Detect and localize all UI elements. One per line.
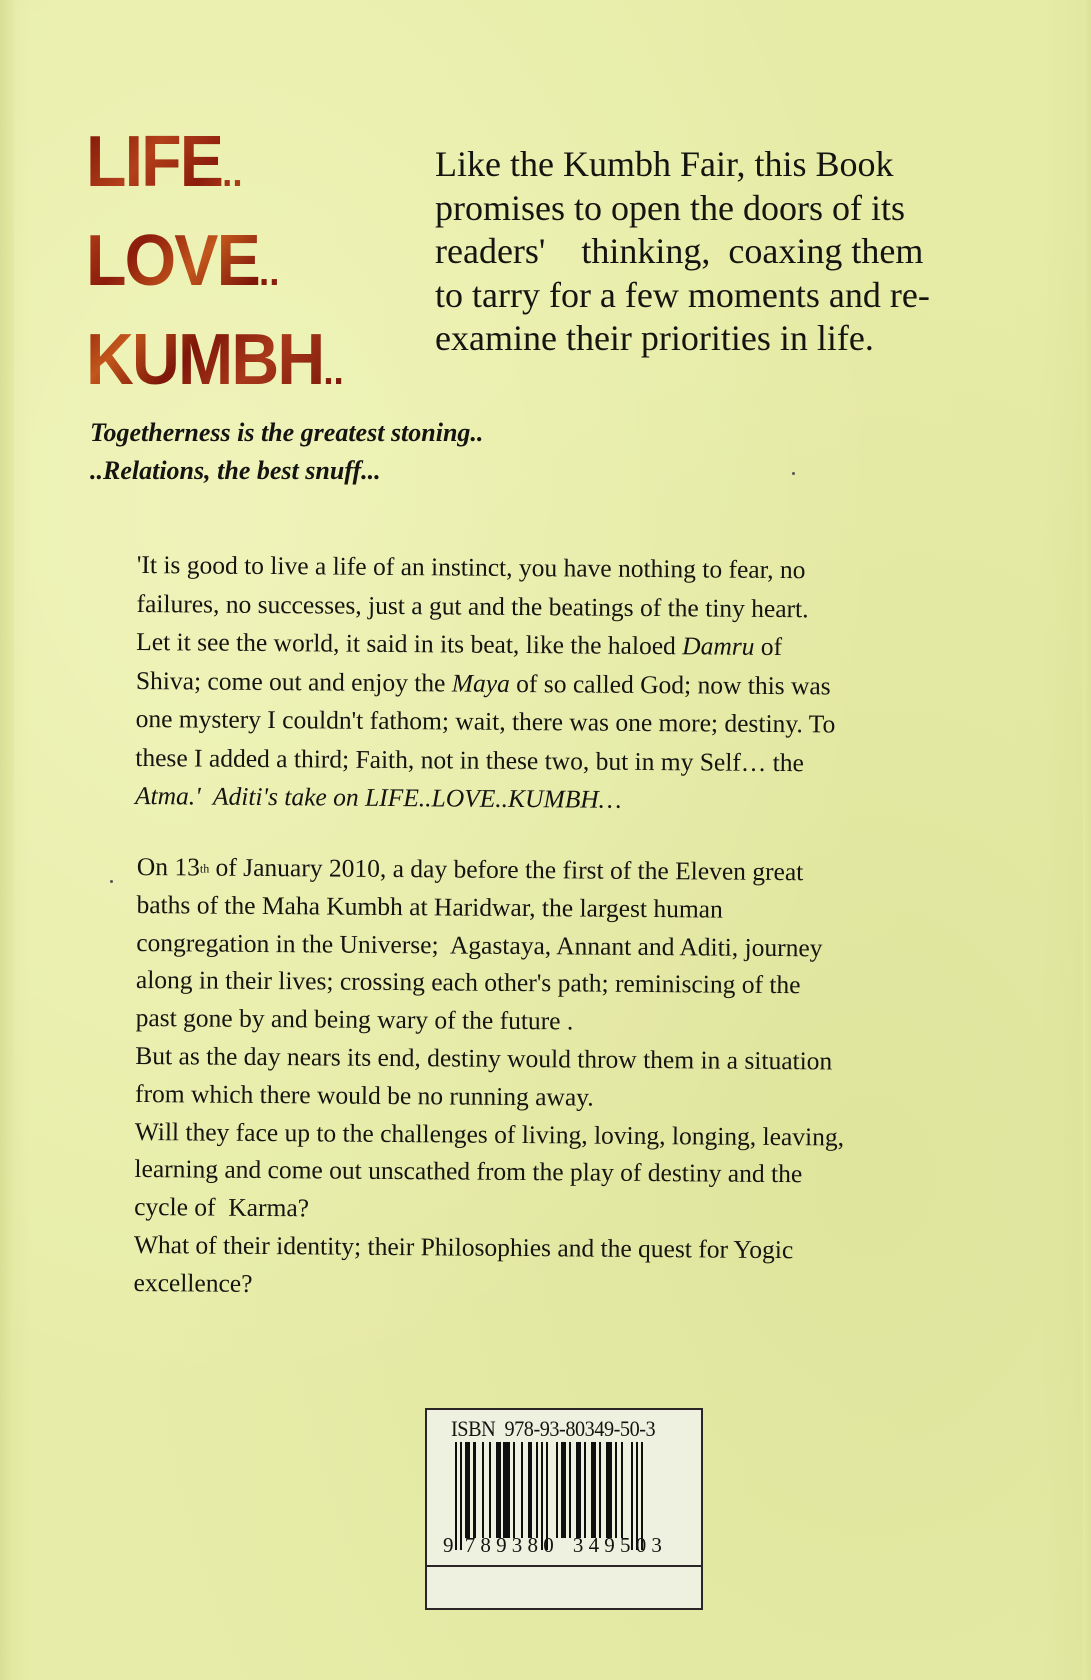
quote-line: Atma.' Aditi's take on LIFE..LOVE..KUMBH… — [134, 780, 622, 814]
isbn-barcode-box — [425, 1408, 703, 1610]
blurb-line: promises to open the doors of its — [435, 187, 905, 228]
paper-speck — [110, 880, 113, 883]
synopsis-line: Will they face up to the challenges of living, loving, longing, leaving, — [134, 1116, 845, 1152]
barcode-icon — [455, 1442, 671, 1538]
spine-edge — [0, 0, 14, 1680]
cover-blurb — [435, 143, 995, 361]
book-title — [86, 118, 344, 415]
emphasis-damru: Damru — [682, 631, 755, 661]
synopsis-line: excellence? — [133, 1267, 253, 1298]
title-line-love: LOVE.. — [86, 221, 280, 301]
title-line-kumbh: KUMBH.. — [86, 320, 344, 400]
tagline — [90, 414, 483, 490]
barcode-box-divider — [427, 1565, 701, 1567]
synopsis-line: baths of the Maha Kumbh at Haridwar, the largest human — [136, 889, 723, 924]
synopsis-line: along in their lives; crossing each other's path; reminiscing of the — [135, 965, 801, 1000]
synopsis-line: On 13th of January 2010, a day before the first of the Eleven great — [136, 851, 804, 887]
quote-line: Let it see the world, it said in its beat, like the haloed Damru of — [136, 626, 783, 662]
blurb-line: Like the Kumbh Fair, this Book — [435, 144, 894, 184]
emphasis-maya: Maya — [451, 667, 510, 698]
cover-edge — [1083, 0, 1091, 1680]
tagline-line: ..Relations, the best snuff... — [90, 456, 381, 485]
synopsis-paragraph — [133, 848, 846, 1307]
quote-line: these I added a third; Faith, not in these two, but in my Self… the — [135, 742, 804, 777]
blurb-line: readers' thinking, coaxing them — [435, 231, 924, 271]
quote-line: failures, no successes, just a gut and the beatings of the tiny heart. — [136, 588, 809, 623]
quote-line: 'It is good to live a life of an instinct, you have nothing to fear, no — [136, 549, 806, 585]
quote-line: one mystery I couldn't fathom; wait, there was one more; destiny. To — [135, 703, 836, 739]
quote-line: Shiva; come out and enjoy the Maya of so called God; now this was — [135, 665, 831, 700]
title-line-life: LIFE.. — [86, 122, 243, 202]
paper-speck — [792, 472, 795, 475]
isbn-label: ISBN 978-93-80349-50-3 — [451, 1416, 656, 1441]
synopsis-line: from which there would be no running away. — [134, 1078, 594, 1112]
synopsis-line: What of their identity; their Philosophies and the quest for Yogic — [133, 1229, 794, 1265]
synopsis-line: past gone by and being wary of the future . — [135, 1003, 574, 1036]
quote-paragraph — [135, 546, 837, 821]
synopsis-line: learning and come out unscathed from the play of destiny and the — [134, 1154, 803, 1189]
blurb-line: examine their priorities in life. — [435, 318, 874, 358]
synopsis-line: But as the day nears its end, destiny would throw them in a situation — [135, 1040, 833, 1076]
tagline-line: Togetherness is the greatest stoning.. — [90, 418, 484, 447]
barcode-digits: 9 789380 349503 — [443, 1533, 668, 1557]
synopsis-line: congregation in the Universe; Agastaya, Annant and Aditi, journey — [136, 927, 823, 962]
blurb-line: to tarry for a few moments and re- — [435, 274, 930, 315]
synopsis-line: cycle of Karma? — [134, 1192, 310, 1223]
